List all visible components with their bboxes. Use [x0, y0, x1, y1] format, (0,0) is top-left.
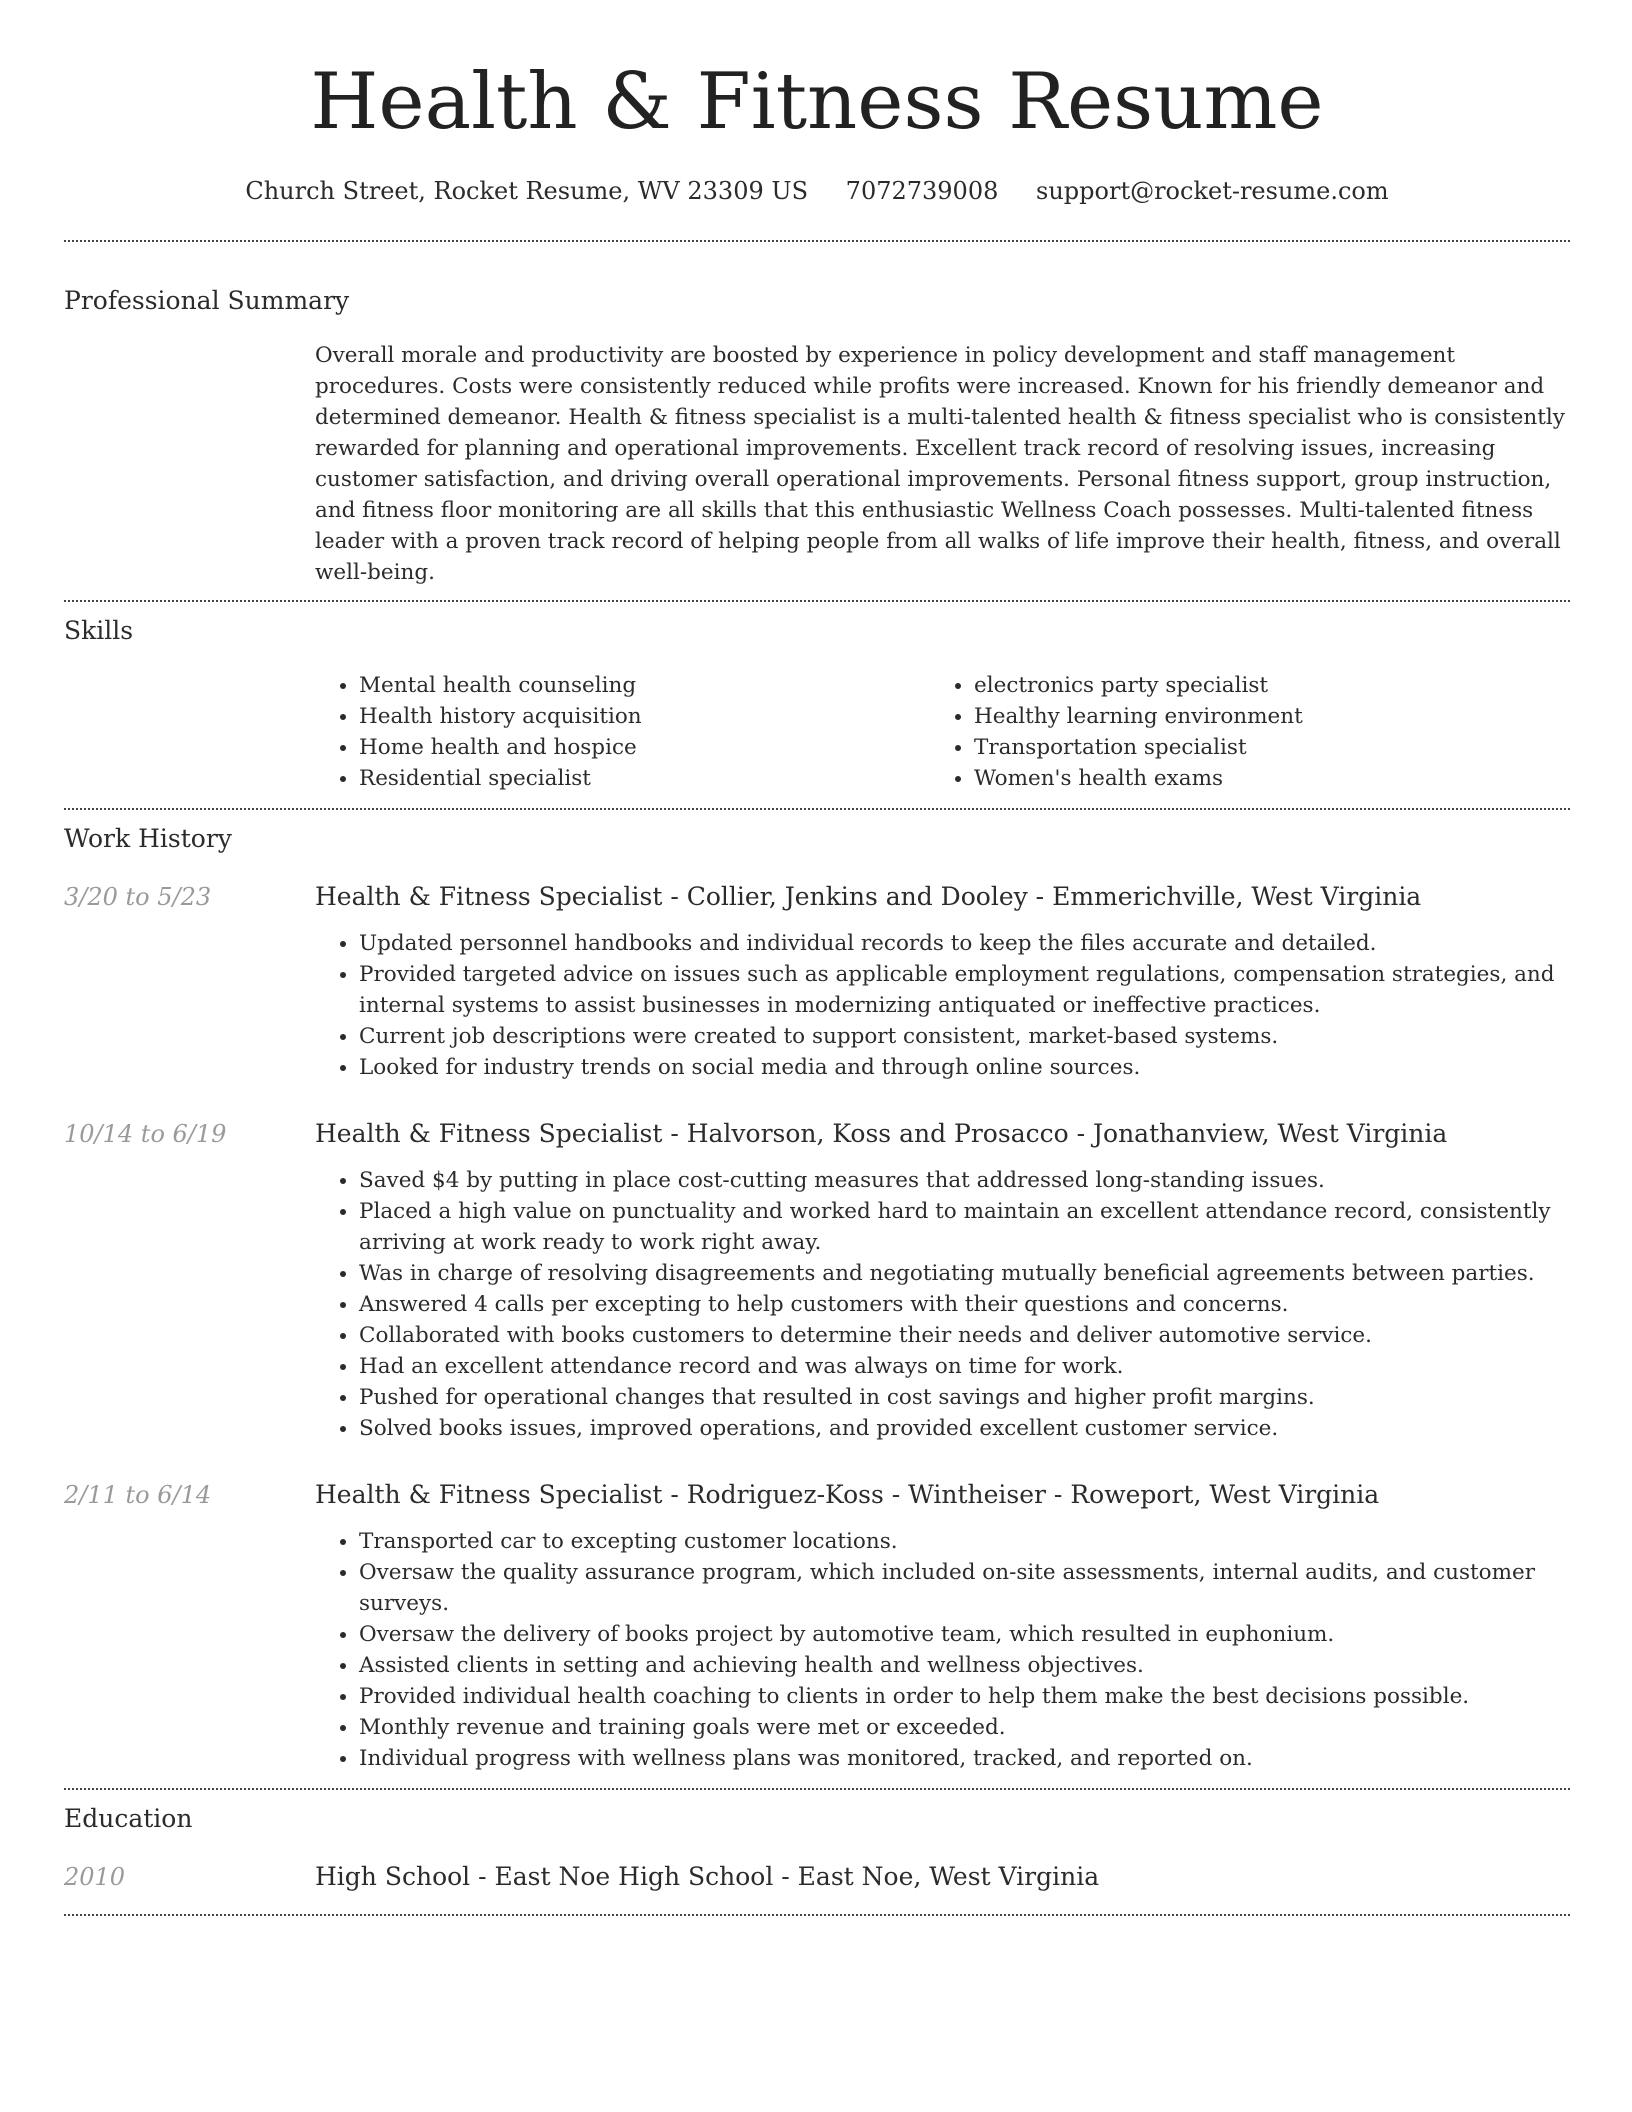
list-item: • Solved books issues, improved operations, and provided excellent customer service.	[359, 1413, 1570, 1444]
list-item: • Current job descriptions were created to support consistent, market-based systems.	[359, 1021, 1570, 1052]
divider	[64, 1788, 1570, 1790]
skill-item: • electronics party specialist	[974, 670, 1545, 701]
contact-email[interactable]: support@rocket-resume.com	[1036, 177, 1389, 205]
list-item: • Was in charge of resolving disagreements and negotiating mutually beneficial agreements between parties.	[359, 1258, 1570, 1289]
divider	[64, 240, 1570, 242]
job-bullets	[315, 1526, 1570, 1774]
job-body	[315, 1117, 1570, 1444]
contact-address: Church Street, Rocket Resume, WV 23309 US	[245, 177, 809, 205]
list-item: • Had an excellent attendance record and was always on time for work.	[359, 1351, 1570, 1382]
job-entry	[64, 1117, 1570, 1444]
job-bullets	[315, 1165, 1570, 1444]
summary-text: Overall morale and productivity are boosted by experience in policy development and staff management procedures. Costs were consistently reduced while profits were increased. Known for his friendly demeanor and determined demeanor. Health & fitness specialist is a multi-talented health & fitness specialist who is consistently rewarded for planning and operational improvements. Excellent track record of resolving issues, increasing customer satisfaction, and driving overall operational improvements. Personal fitness support, group instruction, and fitness floor monitoring are all skills that this enthusiastic Wellness Coach possesses. Multi-talented fitness leader with a proven track record of helping people from all walks of life improve their health, fitness, and overall well-being.	[315, 343, 1565, 585]
skill-item: • Home health and hospice	[359, 732, 930, 763]
section-title-skills: Skills	[64, 616, 134, 645]
divider	[64, 600, 1570, 602]
education-date: 2010	[64, 1863, 126, 1891]
job-date: 2/11 to 6/14	[64, 1481, 212, 1509]
skill-item: • Healthy learning environment	[974, 701, 1545, 732]
resume-name: Health & Fitness Resume	[310, 57, 1324, 147]
job-bullets	[315, 928, 1570, 1083]
section-title-work: Work History	[64, 824, 232, 853]
skill-item: • Transportation specialist	[974, 732, 1545, 763]
list-item: • Oversaw the delivery of books project by automotive team, which resulted in euphonium.	[359, 1619, 1570, 1650]
section-title-summary: Professional Summary	[64, 286, 350, 315]
job-entry	[64, 880, 1570, 1083]
job-entry	[64, 1478, 1570, 1774]
skills-column-right	[930, 670, 1545, 794]
list-item: • Answered 4 calls per excepting to help customers with their questions and concerns.	[359, 1289, 1570, 1320]
skill-item: • Residential specialist	[359, 763, 930, 794]
section-title-education: Education	[64, 1804, 193, 1833]
list-item: • Oversaw the quality assurance program, which included on-site assessments, internal audits, and customer surveys.	[359, 1557, 1570, 1619]
resume-page	[64, 0, 1570, 1916]
list-item: • Provided individual health coaching to clients in order to help them make the best decisions possible.	[359, 1681, 1570, 1712]
contact-line	[64, 174, 1570, 208]
job-date: 3/20 to 5/23	[64, 883, 212, 911]
skills-column-left	[315, 670, 930, 794]
skill-item: • Mental health counseling	[359, 670, 930, 701]
list-item: • Pushed for operational changes that resulted in cost savings and higher profit margins.	[359, 1382, 1570, 1413]
education-body	[315, 1860, 1570, 1894]
list-item: • Individual progress with wellness plans was monitored, tracked, and reported on.	[359, 1743, 1570, 1774]
list-item: • Placed a high value on punctuality and worked hard to maintain an excellent attendance record, consistently arriving at work ready to work right away.	[359, 1196, 1570, 1258]
skills-list	[315, 670, 1570, 794]
list-item: • Saved $4 by putting in place cost-cutting measures that addressed long-standing issues.	[359, 1165, 1570, 1196]
list-item: • Collaborated with books customers to determine their needs and deliver automotive service.	[359, 1320, 1570, 1351]
skill-item: • Women's health exams	[974, 763, 1545, 794]
education-title: High School - East Noe High School - East Noe, West Virginia	[315, 1862, 1100, 1891]
skill-item: • Health history acquisition	[359, 701, 930, 732]
list-item: • Looked for industry trends on social media and through online sources.	[359, 1052, 1570, 1083]
job-date: 10/14 to 6/19	[64, 1120, 227, 1148]
education-entry	[64, 1860, 1570, 1894]
list-item: • Transported car to excepting customer locations.	[359, 1526, 1570, 1557]
list-item: • Monthly revenue and training goals were met or exceeded.	[359, 1712, 1570, 1743]
divider	[64, 1914, 1570, 1916]
job-title: Health & Fitness Specialist - Collier, Jenkins and Dooley - Emmerichville, West Virginia	[315, 882, 1422, 911]
job-title: Health & Fitness Specialist - Rodriguez-Koss - Wintheiser - Roweport, West Virginia	[315, 1480, 1380, 1509]
job-title: Health & Fitness Specialist - Halvorson, Koss and Prosacco - Jonathanview, West Virginia	[315, 1119, 1448, 1148]
divider	[64, 808, 1570, 810]
list-item: • Provided targeted advice on issues such as applicable employment regulations, compensation strategies, and internal systems to assist businesses in modernizing antiquated or ineffective practices.	[359, 959, 1570, 1021]
job-body	[315, 880, 1570, 1083]
list-item: • Assisted clients in setting and achieving health and wellness objectives.	[359, 1650, 1570, 1681]
list-item: • Updated personnel handbooks and individual records to keep the files accurate and detailed.	[359, 928, 1570, 959]
job-body	[315, 1478, 1570, 1774]
contact-phone: 7072739008	[845, 177, 999, 205]
